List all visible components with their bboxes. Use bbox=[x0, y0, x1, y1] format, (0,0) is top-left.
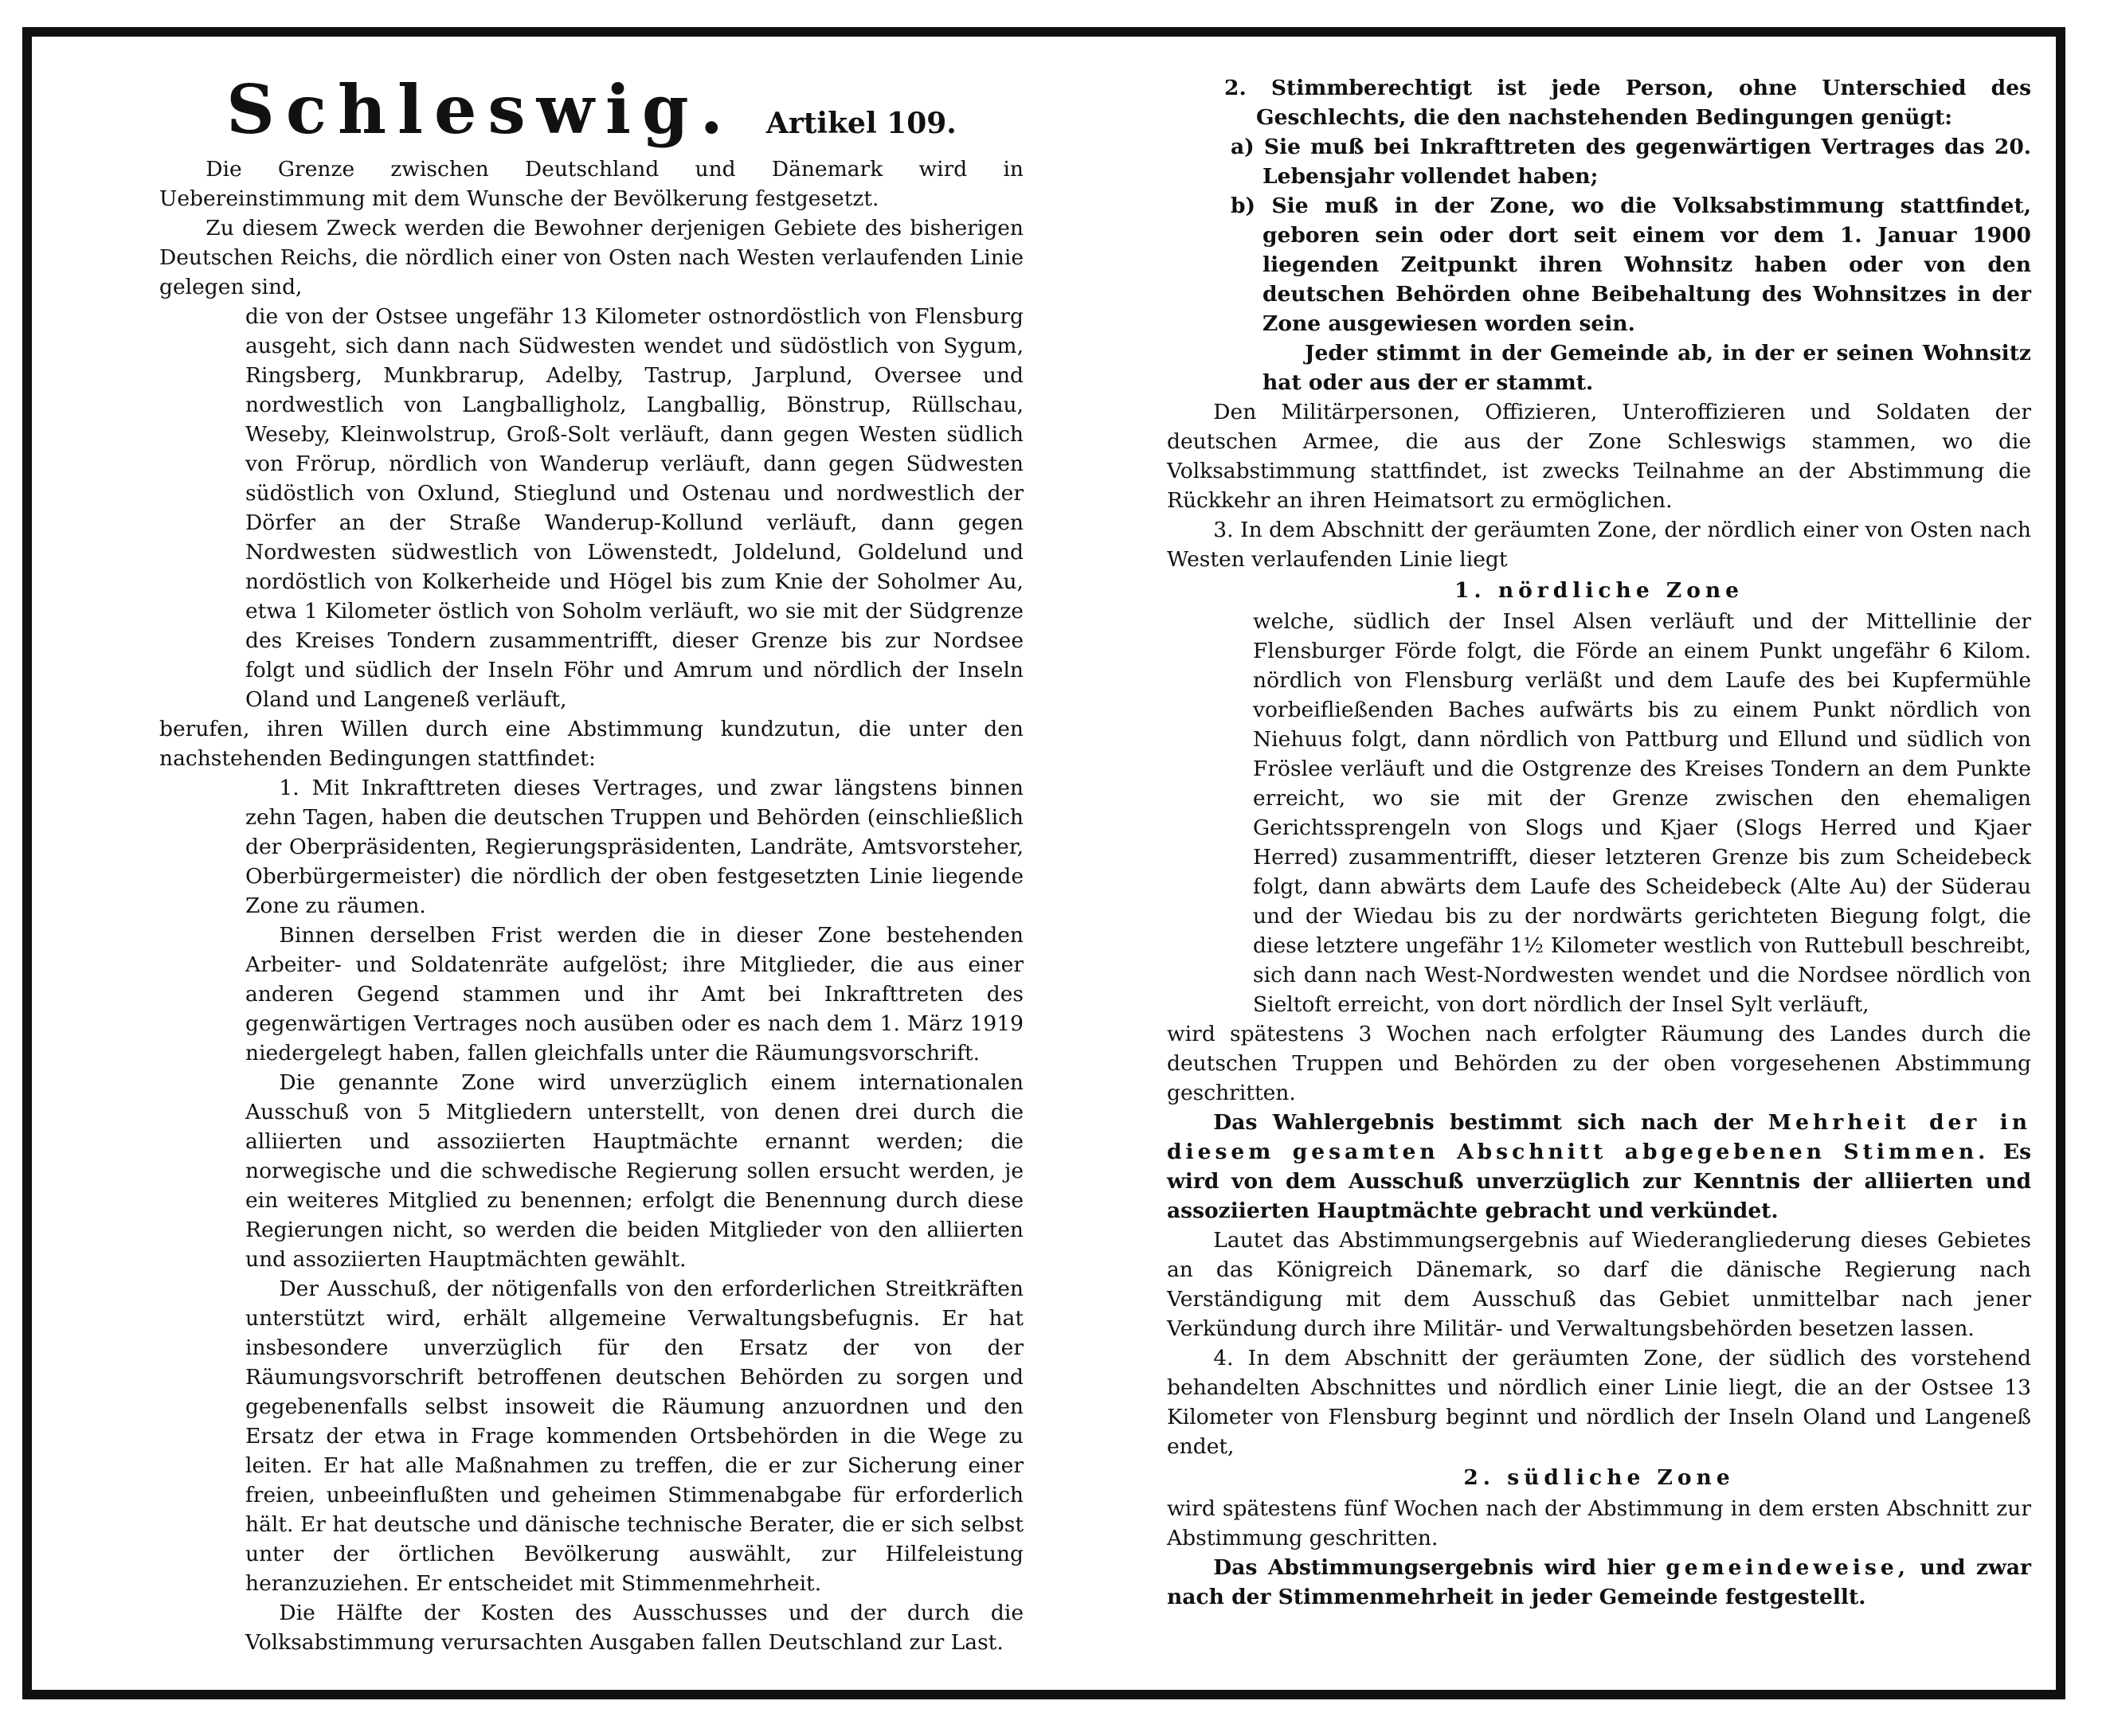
paragraph: Die genannte Zone wird unverzüglich einem internationalen Ausschuß von 5 Mitgliedern unterstellt, von denen drei durch die alliierten und assoziierten Hauptmächte ernannt werden; die norwegische und die schwedische Regierung sollen ersucht werden, je ein weiteres Mitglied zu benennen; erfolgt die Benennung durch diese Regierungen nicht, so werden die beiden Mitglieder von den alliierten und assoziierten Hauptmächten gewählt. bbox=[245, 1070, 1024, 1272]
paragraph: Die Hälfte der Kosten des Ausschusses und der durch die Volksabstimmung verursachten Ausgaben fallen Deutschland zur Last. bbox=[245, 1601, 1024, 1655]
left-column bbox=[159, 70, 1024, 1657]
zone-heading-north: 1. nördliche Zone bbox=[1454, 578, 1744, 603]
right-column bbox=[1167, 73, 2031, 1612]
article-number: Artikel 109. bbox=[765, 107, 957, 140]
heading bbox=[159, 70, 1024, 149]
text-run-spaced: gemeindeweise, bbox=[1666, 1555, 1909, 1580]
paragraph: Die Grenze zwischen Deutschland und Dänemark wird in Uebereinstimmung mit dem Wunsche der Bevölkerung festgesetzt. bbox=[159, 157, 1024, 211]
text-run: Das Wahlergebnis bestimmt sich nach der bbox=[1213, 1110, 1753, 1135]
page-title: Schleswig. bbox=[226, 70, 734, 149]
condition-b: b) Sie muß in der Zone, wo die Volksabstimmung stattfindet, geboren sein oder dort seit einem vor dem 1. Januar 1900 liegenden Zeitpunkt ihren Wohnsitz haben oder von den deutschen Behörden ohne Beibehaltung des Wohnsitzes in der Zone ausgewiesen worden sein. bbox=[1231, 194, 2031, 336]
zone-description: welche, südlich der Insel Alsen verläuft und der Mittellinie der Flensburger Förde folgt, die Förde an einem Punkt ungefähr 6 Kilom. nördlich von Flensburg verläßt und dem Laufe des bei Kupfermühle vorbeifließenden Baches aufwärts bis zu einem Punkt nördlich von Niehuus folgt, dann nördlich von Pattburg und Ellund und südlich von Fröslee verläuft und die Ostgrenze des Kreises Tondern an dem Punkte erreicht, wo sie mit der Grenze zwischen den ehemaligen Gerichtssprengeln von Slogs und Kjaer (Slogs Herred und Kjaer Herred) zusammentrifft, dieser letzteren Grenze bis zum Scheidebeck folgt, dann abwärts dem Laufe des Scheidebeck (Alte Au) der Süderau und der Wiedau bis zu der nordwärts gerichteten Biegung folgt, die diese letztere ungefähr 1½ Kilometer westlich von Ruttebull beschreibt, sich dann nach West-Nordwesten wendet und die Nordsee nördlich von Sieltoft erreicht, von dort nördlich der Insel Sylt verläuft, bbox=[1253, 609, 2031, 1017]
paragraph: wird spätestens 3 Wochen nach erfolgter Räumung des Landes durch die deutschen Truppen und Behörden zu der oben vorgesehenen Abstimmung geschritten. bbox=[1167, 1022, 2031, 1105]
paragraph: berufen, ihren Willen durch eine Abstimmung kundzutun, die unter den nachstehenden Bedingungen stattfindet: bbox=[159, 717, 1024, 771]
paragraph: wird spätestens fünf Wochen nach der Abstimmung in dem ersten Abschnitt zur Abstimmung geschritten. bbox=[1167, 1496, 2031, 1550]
clause-1: 1. Mit Inkrafttreten dieses Vertrages, und zwar längstens binnen zehn Tagen, haben die deutschen Truppen und Behörden (einschließlich der Oberpräsidenten, Regierungspräsidenten, Landräte, Amtsvorsteher, Oberbürgermeister) die nördlich der oben festgesetzten Linie liegende Zone zu räumen. bbox=[245, 776, 1024, 918]
paragraph: Der Ausschuß, der nötigenfalls von den erforderlichen Streitkräften unterstützt wird, erhält allgemeine Verwaltungsbefugnis. Er hat insbesondere unverzüglich für den Ersatz der von der Räumungsvorschrift betroffenen deutschen Behörden zu sorgen und gegebenenfalls selbst insoweit die Räumung anzuordnen und den Ersatz der etwa in Frage kommenden Ortsbehörden in die Wege zu leiten. Er hat alle Maßnahmen zu treffen, die er zur Sicherung einer freien, unbeeinflußten und geheimen Stimmenabgabe für erforderlich hält. Er hat deutsche und dänische technische Berater, die er sich selbst unter der örtlichen Bevölkerung auswählt, zur Hilfeleistung heranzuziehen. Er entscheidet mit Stimmenmehrheit. bbox=[245, 1277, 1024, 1596]
clause-3: 3. In dem Abschnitt der geräumten Zone, der nördlich einer von Osten nach Westen verlaufenden Linie liegt bbox=[1167, 518, 2031, 572]
text-run-spaced: Mehrheit der in diesem gesamten Abschnitt abgegebenen Stimmen. bbox=[1167, 1110, 2031, 1164]
paragraph bbox=[1167, 1553, 2031, 1612]
clause-2: 2. Stimmberechtigt ist jede Person, ohne Unterschied des Geschlechts, die den nachstehenden Bedingungen genügt: bbox=[1224, 76, 2031, 130]
paragraph: Den Militärpersonen, Offizieren, Unteroffizieren und Soldaten der deutschen Armee, die aus der Zone Schleswigs stammen, wo die Volksabstimmung stattfindet, ist zwecks Teilnahme an der Abstimmung die Rückkehr an ihren Heimatsort zu ermöglichen. bbox=[1167, 400, 2031, 513]
text-run: und zwar nach der Stimmenmehrheit in jeder Gemeinde festgestellt. bbox=[1167, 1555, 2031, 1609]
paragraph: Zu diesem Zweck werden die Bewohner derjenigen Gebiete des bisherigen Deutschen Reichs, die nördlich einer von Osten nach Westen verlaufenden Linie gelegen sind, bbox=[159, 216, 1024, 299]
zone-heading-south: 2. südliche Zone bbox=[1463, 1465, 1735, 1490]
paragraph: Binnen derselben Frist werden die in dieser Zone bestehenden Arbeiter- und Soldatenräte aufgelöst; ihre Mitglieder, die aus einer anderen Gegend stammen und ihr Amt bei Inkrafttreten des gegenwärtigen Vertrages noch ausüben oder es nach dem 1. März 1919 niedergelegt haben, fallen gleichfalls unter die Räumungsvorschrift. bbox=[245, 923, 1024, 1065]
document-frame bbox=[22, 27, 2065, 1699]
paragraph bbox=[1167, 1108, 2031, 1226]
paragraph: Lautet das Abstimmungsergebnis auf Wiederangliederung dieses Gebietes an das Königreich Dänemark, so darf die dänische Regierung nach Verständigung mit dem Ausschuß das Gebiet unmittelbar nach jener Verkündung durch ihre Militär- und Verwaltungsbehörden besetzen lassen. bbox=[1167, 1228, 2031, 1341]
condition-a: a) Sie muß bei Inkrafttreten des gegenwärtigen Vertrages das 20. Lebensjahr vollendet haben; bbox=[1231, 135, 2031, 189]
border-line-description: die von der Ostsee ungefähr 13 Kilometer ostnordöstlich von Flensburg ausgeht, sich dann nach Südwesten wendet und südöstlich von Sygum, Ringsberg, Munkbrarup, Adelby, Tastrup, Jarplund, Oversee und nordwestlich von Langballigholz, Langballig, Bönstrup, Rüllschau, Weseby, Kleinwolstrup, Groß-Solt verläuft, dann gegen Westen südlich von Frörup, nördlich von Wanderup verläuft, dann gegen Südwesten südöstlich von Oxlund, Stieglund und Ostenau und nordwestlich der Dörfer an der Straße Wanderup-Kollund verläuft, dann gegen Nordwesten südwestlich von Löwenstedt, Joldelund, Goldelund und nordöstlich von Kolkerheide und Högel bis zum Knie der Soholmer Au, etwa 1 Kilometer östlich von Soholm verläuft, wo sie mit der Südgrenze des Kreises Tondern zusammentrifft, dieser Grenze bis zur Nordsee folgt und südlich der Inseln Föhr und Amrum und nördlich der Inseln Oland und Langeneß verläuft, bbox=[245, 304, 1024, 712]
text-run: Es wird von dem Ausschuß unverzüglich zur Kenntnis der alliierten und assoziierten Hauptmächte gebracht und verkündet. bbox=[1167, 1140, 2031, 1223]
text-run: Das Abstimmungsergebnis wird hier bbox=[1213, 1555, 1655, 1580]
paragraph: Jeder stimmt in der Gemeinde ab, in der er seinen Wohnsitz hat oder aus der er stammt. bbox=[1262, 341, 2031, 395]
clause-4: 4. In dem Abschnitt der geräumten Zone, der südlich des vorstehend behandelten Abschnittes und nördlich einer Linie liegt, die an der Ostsee 13 Kilometer von Flensburg beginnt und nördlich der Inseln Oland und Langeneß endet, bbox=[1167, 1346, 2031, 1459]
